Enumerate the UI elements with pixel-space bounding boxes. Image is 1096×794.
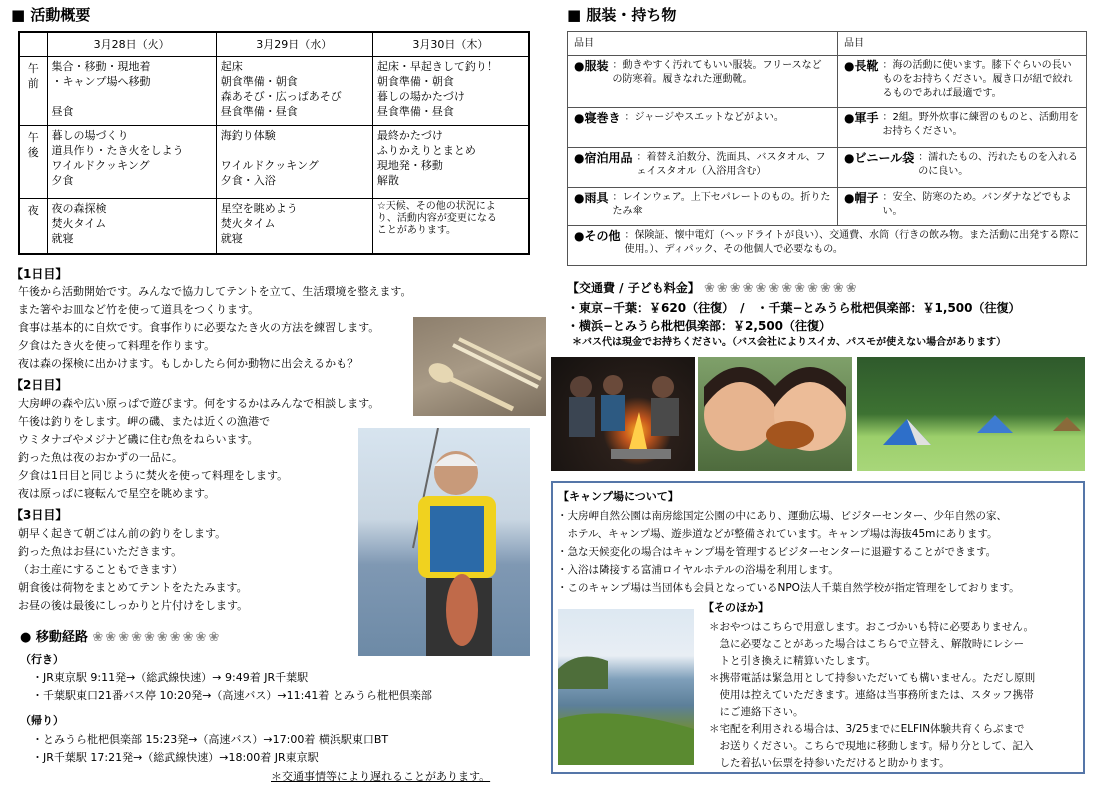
schedule-cell: 夜の森探検 焚火タイム 就寝 — [47, 198, 216, 254]
schedule-table — [18, 31, 530, 255]
fare-line2: ・横浜−とみうら枇杷倶楽部：￥2,500（往復） — [567, 319, 832, 333]
item-cell: ●雨具 ：レインウェア。上下セパレートのもの。折りたたみ傘 — [568, 188, 838, 226]
schedule-row-morning — [19, 56, 529, 125]
schedule-cell: 星空を眺めよう 焚火タイム 就寝 — [216, 198, 372, 254]
items-table — [567, 31, 1087, 266]
section-title-items: ■ 服装・持ち物 — [567, 6, 677, 24]
period-label: 午 後 — [19, 125, 47, 198]
schedule-header-day1: 3月28日（火） — [47, 32, 216, 56]
day2-title: 【2日目】 — [11, 378, 68, 392]
route-go-lines: ・JR東京駅 9:11発→（総武線快速）→ 9:49着 JR千葉駅 ・千葉駅東口21番バス停 10:20発→（高速バス）→11:41着 とみうら枇杷倶楽部 — [32, 671, 432, 702]
flower-decoration: ❀❀❀❀❀❀❀❀❀❀ — [92, 630, 222, 645]
item-cell-other: ●その他 ：保険証、懐中電灯（ヘッドライトが良い）、交通費、水筒（行きの飲み物。また活動に出発する際に使用。）、ディパック、その他個人で必要なもの。 — [568, 226, 1087, 266]
camp-other-title: 【そのほか】 — [703, 601, 769, 614]
schedule-header-day3: 3月30日（木） — [372, 32, 529, 56]
item-cell: ●宿泊用品 ：着替え泊数分、洗面具、バスタオル、フェイスタオル（入浴用含む） — [568, 148, 838, 188]
schedule-header-row — [19, 32, 529, 56]
items-row — [568, 56, 1087, 108]
schedule-cell: 最終かたづけ ふりかえりとまとめ 現地発・移動 解散 — [372, 125, 529, 198]
day1-text: 午後から活動開始です。みんなで協力してテントを立て、生活環境を整えます。 また箸やお皿など竹を使って道具をつくります。 食事は基本的に自炊です。食事作りに必要なたき火の方法を練習します。 夕食はたき火を使って料理を作ります。 夜は森の探検に出かけます。もしかしたら何か動物に出会えるかも？ — [18, 285, 412, 370]
schedule-cell: 暮しの場づくり 道具作り・たき火をしよう ワイルドクッキング 夕食 — [47, 125, 216, 198]
schedule-cell: 海釣り体験 ワイルドクッキング 夕食・入浴 — [216, 125, 372, 198]
item-cell: ●軍手 ：2組。野外炊事に練習のものと、活動用をお持ちください。 — [838, 108, 1087, 148]
day2-text: 大房岬の森や広い原っぱで遊びます。何をするかはみんなで相談します。 午後は釣りをします。岬の磯、または近くの漁港で ウミタナゴやメジナど磯に住む魚をねらいます。 釣った魚は夜のおかずの一品に。 夕食は1日目と同じように焚火を使って料理をします。 夜は原っぱに寝転んで星空を眺めます。 — [18, 397, 380, 500]
items-row — [568, 188, 1087, 226]
route-back-label: （帰り） — [20, 714, 64, 727]
period-label: 夜 — [19, 198, 47, 254]
day3-text: 朝早く起きて朝ごはん前の釣りをします。 釣った魚はお昼にいただきます。 （お土産にすることもできます） 朝食後は荷物をまとめてテントをたたみます。 お昼の後は最後にしっかりと片付けをします。 — [18, 527, 249, 612]
schedule-cell: 起床・早起きして釣り！ 朝食準備・朝食 暮しの場かたづけ 昼食準備・昼食 — [372, 56, 529, 125]
photo-campfire — [551, 357, 695, 471]
item-cell: ●帽子 ：安全、防寒のため。バンダナなどでもよい。 — [838, 188, 1087, 226]
schedule-header-corner — [19, 32, 47, 56]
items-row — [568, 108, 1087, 148]
period-label: 午 前 — [19, 56, 47, 125]
camp-info-box — [551, 481, 1085, 774]
item-cell: ●ビニール袋 ：濡れたもの、汚れたものを入れるのに良い。 — [838, 148, 1087, 188]
photo-boy-with-fish — [358, 428, 530, 656]
photo-coast — [558, 609, 694, 765]
item-cell: ●寝巻き ：ジャージやスエットなどがよい。 — [568, 108, 838, 148]
day1-title: 【1日目】 — [11, 267, 68, 281]
item-cell: ●長靴 ：海の活動に使います。膝下ぐらいの長いものをお持ちください。履き口が紐で絞れるものであれば最適です。 — [838, 56, 1087, 108]
spoon-chopsticks-icon — [413, 317, 546, 416]
route-note: ＊交通事情等により遅れることがあります。 — [271, 770, 491, 783]
fare-line1: ・東京−千葉：￥620（往復） / ・千葉−とみうら枇杷倶楽部：￥1,500（往復） — [567, 301, 1021, 315]
schedule-header-day2: 3月29日（水） — [216, 32, 372, 56]
photo-bamboo-spoon-chopsticks — [413, 317, 546, 416]
fare-title: 【交通費 / 子ども料金】 ❀❀❀❀❀❀❀❀❀❀❀❀ — [567, 281, 859, 296]
photo-girls-eating — [698, 357, 852, 471]
day3-title: 【3日目】 — [11, 508, 68, 522]
schedule-row-afternoon — [19, 125, 529, 198]
items-row-other — [568, 226, 1087, 266]
schedule-cell: ☆天候、その他の状況によ り、活動内容が変更になる ことがあります。 — [372, 198, 529, 254]
flower-decoration: ❀❀❀❀❀❀❀❀❀❀❀❀ — [703, 281, 859, 296]
camp-title: 【キャンプ場について】 — [558, 490, 679, 503]
route-title: ● 移動経路 ❀❀❀❀❀❀❀❀❀❀ — [20, 630, 222, 645]
route-back-lines: ・とみうら枇杷倶楽部 15:23発→（高速バス）→17:00着 横浜駅東口BT ・JR千葉駅 17:21発→（総武線快速）→18:00着 JR東京駅 — [32, 733, 389, 764]
items-row — [568, 148, 1087, 188]
items-header-left: 品目 — [568, 32, 838, 56]
schedule-cell: 起床 朝食準備・朝食 森あそび・広っぱあそび 昼食準備・昼食 — [216, 56, 372, 125]
schedule-row-night — [19, 198, 529, 254]
section-title-activity: ■ 活動概要 — [11, 6, 91, 24]
camp-other-text: ＊おやつはこちらで用意します。おこづかいも特に必要ありません。 急に必要なことがあった場合はこちらで立替え、解散時にレシー トと引き換えに精算いたします。 ＊携帯電話は緊急用として持参いただいても構いません。ただし原則 使用は控えていただきます。連絡は当事務所または、スタッフ携帯 にご連絡下さい。 ＊宅配を利用される場合は、3/25までにELFIN体験共育くらぶまで お送りください。こちらで現地に移動します。帰り分として、記入 した着払い伝票を持参いただけると助かります。 — [709, 621, 1036, 769]
schedule-cell: 集合・移動・現地着 ・キャンプ場へ移動 昼食 — [47, 56, 216, 125]
item-cell: ●服装 ：動きやすく汚れてもいい服装。フリースなどの防寒着。履きなれた運動靴。 — [568, 56, 838, 108]
route-go-label: （行き） — [20, 653, 64, 666]
camp-bullets: ・大房岬自然公園は南房総国定公園の中にあり、運動広場、ビジターセンター、少年自然の家、 ホテル、キャンプ場、遊歩道などが整備されています。キャンプ場は海抜45mにあります。 ・急な天候変化の場合はキャンプ場を管理するビジターセンターに退避することができます。 ・入浴は隣接する富浦ロイヤルホテルの浴場を利用します。 ・このキャンプ場は当団体も会員となっているNPO法人千葉自然学校が指定管理をしております。 — [557, 510, 1020, 594]
items-header-right: 品目 — [838, 32, 1087, 56]
fare-note: ＊バス代は現金でお持ちください。（バス会社によりスイカ、パスモが使えない場合があります） — [572, 337, 1007, 348]
items-header-row — [568, 32, 1087, 56]
photo-tents — [857, 357, 1085, 471]
